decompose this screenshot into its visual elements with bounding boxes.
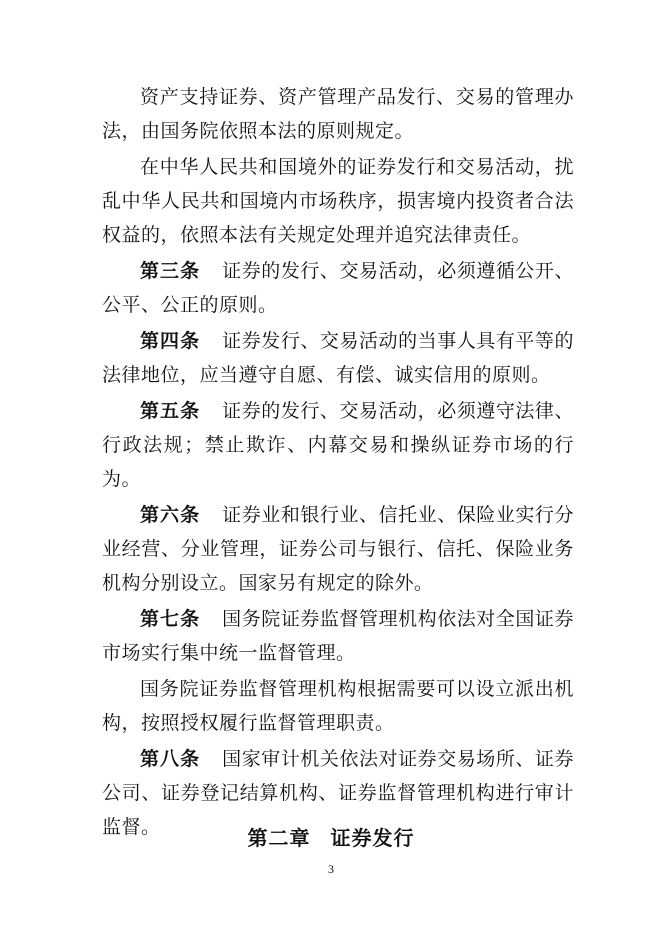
article-label: 第五条 <box>140 400 201 422</box>
chapter-number: 第二章 <box>247 826 311 850</box>
article-label: 第七条 <box>140 608 201 630</box>
article-text: 证券发行、交易活动的当事人具有平等的法律地位，应当遵守自愿、有偿、诚实信用的原则。 <box>102 330 574 386</box>
paragraph-text: 国务院证券监督管理机构根据需要可以设立派出机构，按照授权履行监督管理职责。 <box>102 678 574 734</box>
paragraph <box>102 80 574 148</box>
article-text: 国务院证券监督管理机构依法对全国证券市场实行集中统一监督管理。 <box>102 608 574 664</box>
paragraph-text: 在中华人民共和国境外的证券发行和交易活动，扰乱中华人民共和国境内市场秩序，损害境内投资者合法权益的，依照本法有关规定处理并追究法律责任。 <box>102 156 574 246</box>
article-label: 第六条 <box>140 504 201 526</box>
article-text: 国家审计机关依法对证券交易场所、证券公司、证券登记结算机构、证券监督管理机构进行审计监督。 <box>102 748 574 838</box>
chapter-heading <box>0 822 662 851</box>
chapter-title: 证券发行 <box>330 826 415 850</box>
article-5 <box>102 394 574 496</box>
article-label: 第四条 <box>140 330 201 352</box>
document-body <box>102 80 574 846</box>
paragraph <box>102 150 574 252</box>
article-label: 第八条 <box>140 748 201 770</box>
paragraph-text: 资产支持证券、资产管理产品发行、交易的管理办法，由国务院依照本法的原则规定。 <box>102 86 574 142</box>
article-text: 证券业和银行业、信托业、保险业实行分业经营、分业管理，证券公司与银行、信托、保险业务机构分别设立。国家另有规定的除外。 <box>102 504 574 594</box>
paragraph <box>102 672 574 740</box>
article-7 <box>102 602 574 670</box>
article-4 <box>102 324 574 392</box>
article-6 <box>102 498 574 600</box>
article-label: 第三条 <box>140 260 201 282</box>
article-text: 证券的发行、交易活动，必须遵守法律、行政法规；禁止欺诈、内幕交易和操纵证券市场的行为。 <box>102 400 574 490</box>
article-3 <box>102 254 574 322</box>
page-number: 3 <box>328 862 334 876</box>
article-text: 证券的发行、交易活动，必须遵循公开、公平、公正的原则。 <box>102 260 574 316</box>
